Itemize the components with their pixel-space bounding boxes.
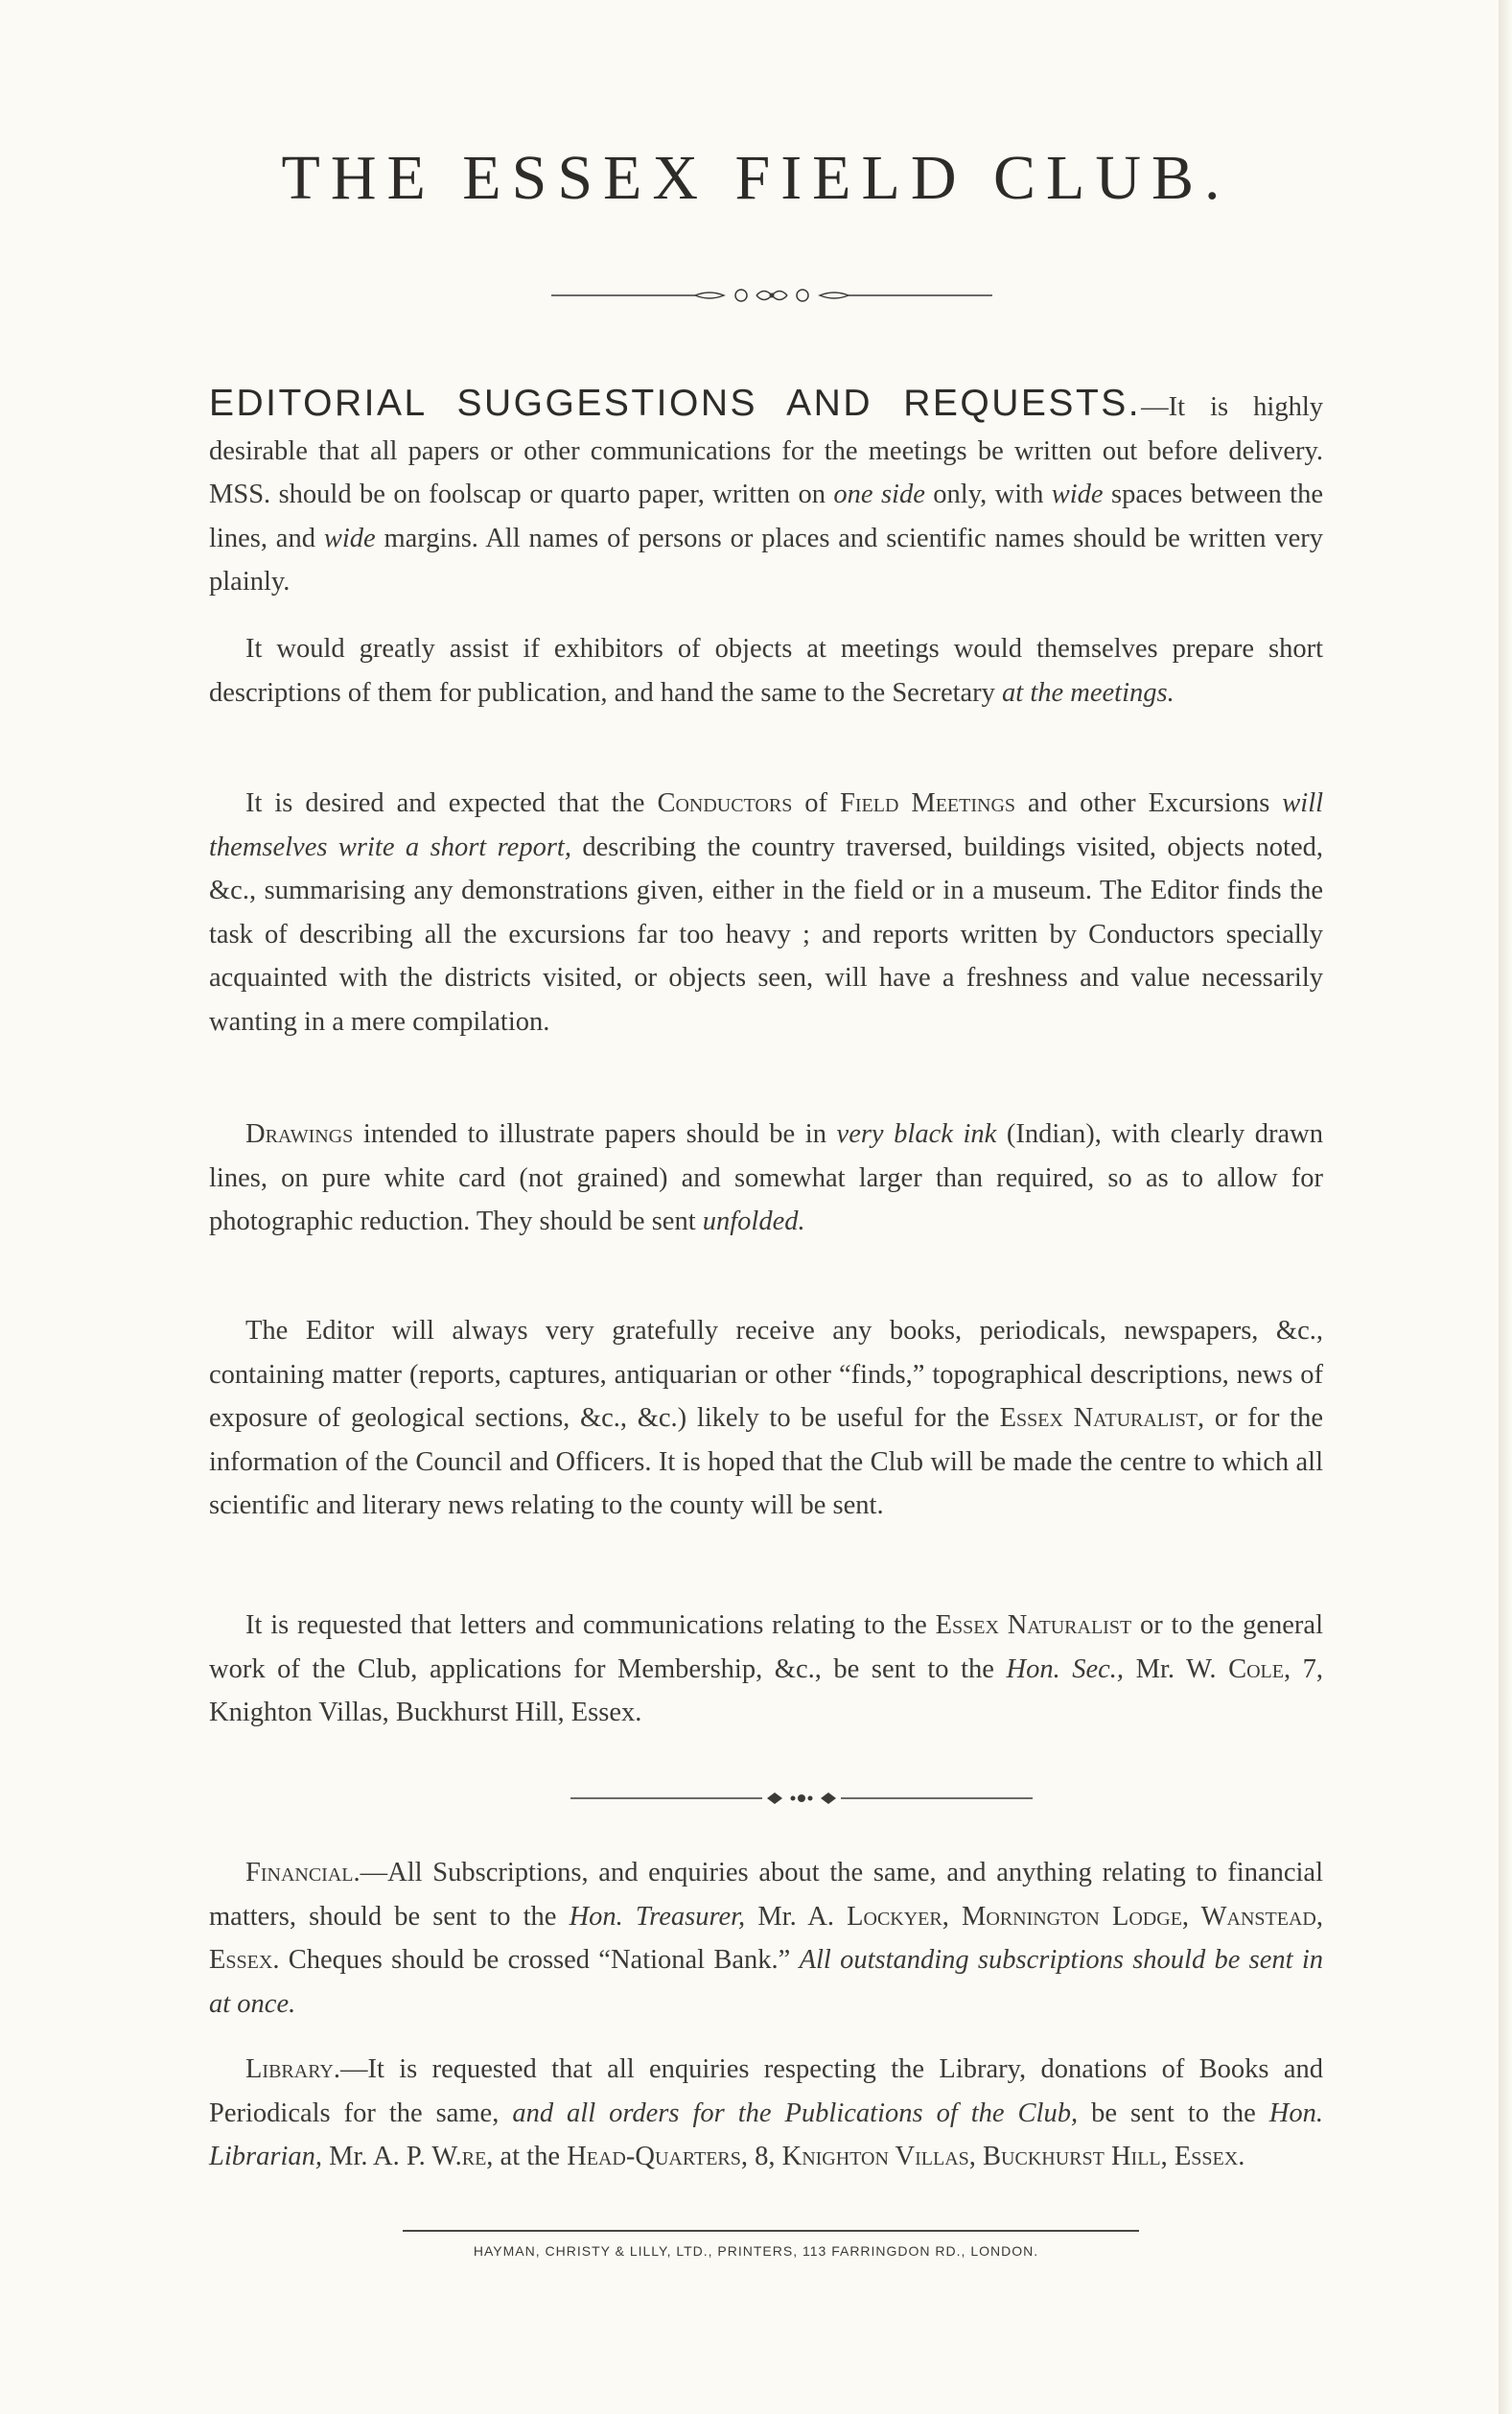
page-edge-shadow bbox=[1499, 0, 1512, 2414]
footer-rule bbox=[403, 2230, 1139, 2232]
exhibitors-paragraph: It would greatly assist if exhibitors of objects at meetings would themselves prepare short descriptions of them for publication, and hand the same to the Secretary at the meetings. bbox=[209, 634, 1323, 708]
library-paragraph: Library.—It is requested that all enquiries respecting the Library, donations of Books and Periodicals for the same, and all orders for the Publications of the Club, be sent to the Hon. Librarian, Mr. A. P. W.re, at the Head-Quarters, 8, Knighton Villas, Buckhurst Hill, Essex. bbox=[209, 2054, 1324, 2171]
middle-ornament bbox=[570, 1790, 1033, 1807]
letters-paragraph: It is requested that letters and communications relating to the Essex Naturalist or to the general work of the Club, applications for Membership, &c., be sent to the Hon. Sec., Mr. W. Cole, 7, Knighton Villas, Buckhurst Hill, Essex. bbox=[209, 1610, 1324, 1727]
drawings-paragraph: Drawings intended to illustrate papers should be in very black ink (Indian), with clearly drawn lines, on pure white card (not grained) and somewhat larger than required, so as to allow for photographic reduction. They should be sent unfolded. bbox=[209, 1119, 1324, 1236]
printer-imprint: HAYMAN, CHRISTY & LILLY, LTD., PRINTERS, 113 FARRINGDON RD., LONDON. bbox=[473, 2243, 1039, 2259]
editor-paragraph: The Editor will always very gratefully receive any books, periodicals, newspapers, &c., containing matter (reports, captures, antiquarian or other “finds,” topographical descriptions, news of exposure of geological sections, &c., &c.) likely to be useful for the Essex Naturalist, or for the information of the Council and Officers. It is hoped that the Club will be made the centre to which all scientific and literary news relating to the county will be sent. bbox=[209, 1316, 1324, 1520]
editorial-paragraph: EDITORIAL SUGGESTIONS AND REQUESTS.—It is highly desirable that all papers or other communications for the meetings be written out before delivery. MSS. should be on foolscap or quarto paper, written on one side only, with wide spaces between the lines, and wide margins. All names of persons or places and scientific names should be written very plainly. bbox=[209, 383, 1324, 597]
top-ornament bbox=[551, 284, 992, 307]
page-title: THE ESSEX FIELD CLUB. bbox=[281, 143, 1231, 213]
editorial-heading: EDITORIAL SUGGESTIONS AND REQUESTS. bbox=[209, 383, 1142, 424]
conductors-paragraph: It is desired and expected that the Conductors of Field Meetings and other Excursions will themselves write a short report, describing the country traversed, buildings visited, objects noted, &c., summarising any demonstrations given, either in the field or in a museum. The Editor finds the task of describing all the excursions far too heavy ; and reports written by Conductors specially acquainted with the districts visited, or objects seen, will have a freshness and value necessarily wanting in a mere compilation. bbox=[209, 788, 1324, 1037]
financial-paragraph: Financial.—All Subscriptions, and enquiries about the same, and anything relating to financial matters, should be sent to the Hon. Treasurer, Mr. A. Lockyer, Mornington Lodge, Wanstead, Essex. Cheques should be crossed “National Bank.” All outstanding subscriptions should be sent in at once. bbox=[209, 1858, 1323, 2019]
